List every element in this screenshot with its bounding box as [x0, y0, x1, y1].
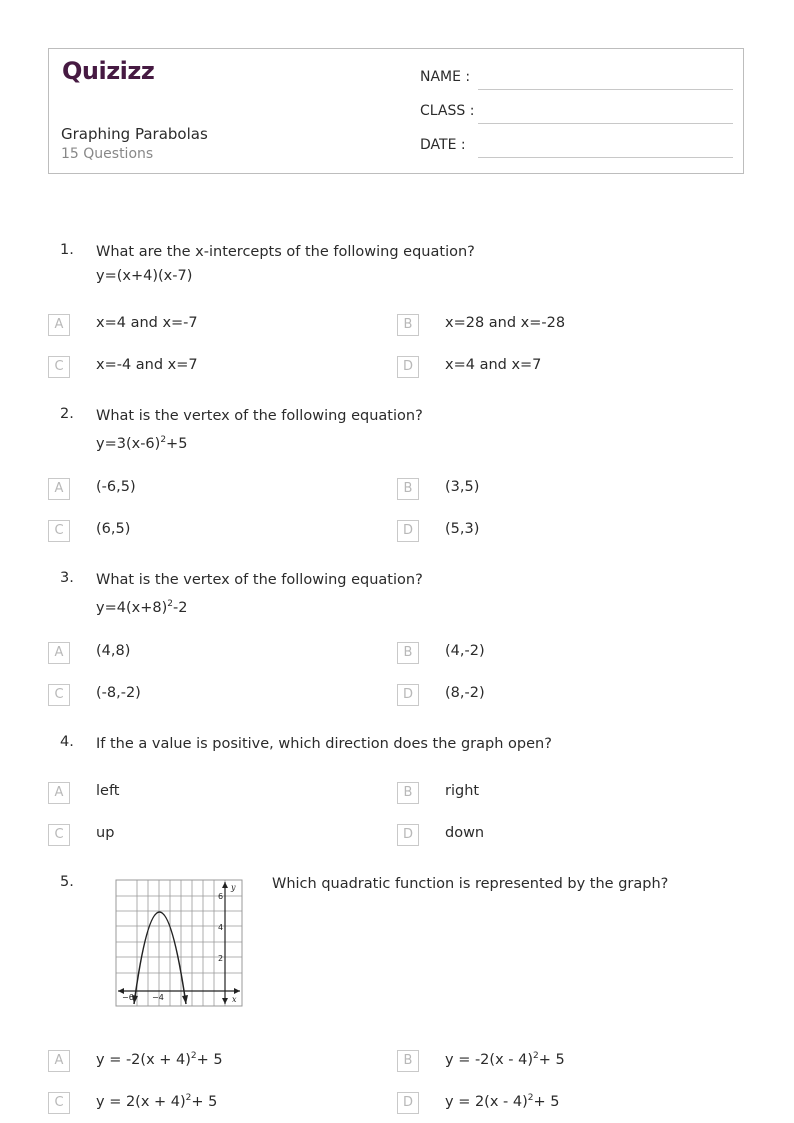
- option-c-box[interactable]: C: [48, 1092, 70, 1114]
- option-c-box[interactable]: C: [48, 824, 70, 846]
- option-b-box[interactable]: B: [397, 782, 419, 804]
- question-number: 2.: [60, 406, 74, 422]
- option-c-box[interactable]: C: [48, 684, 70, 706]
- date-line[interactable]: [478, 157, 733, 158]
- option-d-box[interactable]: D: [397, 1092, 419, 1114]
- question-number: 5.: [60, 874, 74, 890]
- option-d-text[interactable]: (8,-2): [445, 685, 485, 701]
- question-text: What are the x-intercepts of the following equation?: [96, 244, 475, 260]
- quizizz-logo: Quizizz: [62, 57, 155, 85]
- option-a-box[interactable]: A: [48, 314, 70, 336]
- question-text: Which quadratic function is represented by the graph?: [272, 876, 669, 892]
- option-a-box[interactable]: A: [48, 478, 70, 500]
- class-label: CLASS :: [420, 103, 475, 119]
- option-c-text[interactable]: x=-4 and x=7: [96, 357, 198, 373]
- question-text: If the a value is positive, which direction does the graph open?: [96, 736, 552, 752]
- x-tick-neg4: −4: [152, 993, 164, 1002]
- y-tick-2: 2: [218, 954, 224, 963]
- y-tick-6: 6: [218, 892, 224, 901]
- date-label: DATE :: [420, 137, 466, 153]
- option-b-box[interactable]: B: [397, 478, 419, 500]
- option-d-box[interactable]: D: [397, 520, 419, 542]
- name-line[interactable]: [478, 89, 733, 90]
- option-a-text[interactable]: (-6,5): [96, 479, 136, 495]
- option-a-box[interactable]: A: [48, 1050, 70, 1072]
- option-a-box[interactable]: A: [48, 782, 70, 804]
- option-d-box[interactable]: D: [397, 684, 419, 706]
- option-b-text[interactable]: (4,-2): [445, 643, 485, 659]
- question-number: 4.: [60, 734, 74, 750]
- option-c-text[interactable]: $y = 2(x + 4)^2+ 5$: [96, 1093, 218, 1110]
- option-c-box[interactable]: C: [48, 356, 70, 378]
- option-d-box[interactable]: D: [397, 356, 419, 378]
- option-d-text[interactable]: (5,3): [445, 521, 480, 537]
- option-a-text[interactable]: x=4 and x=-7: [96, 315, 198, 331]
- option-b-text[interactable]: x=28 and x=-28: [445, 315, 566, 331]
- option-c-text[interactable]: (6,5): [96, 521, 131, 537]
- question-number: 1.: [60, 242, 74, 258]
- y-axis-label: y: [231, 883, 236, 892]
- option-a-text[interactable]: $y = -2(x + 4)^2+ 5$: [96, 1051, 223, 1068]
- option-b-box[interactable]: B: [397, 1050, 419, 1072]
- option-b-text[interactable]: (3,5): [445, 479, 480, 495]
- option-a-text[interactable]: (4,8): [96, 643, 131, 659]
- worksheet-title: Graphing Parabolas: [61, 125, 208, 143]
- question-equation: y=(x+4)(x-7): [96, 268, 193, 284]
- class-line[interactable]: [478, 123, 733, 124]
- parabola-graph: [114, 878, 244, 1008]
- option-d-text[interactable]: x=4 and x=7: [445, 357, 542, 373]
- option-c-box[interactable]: C: [48, 520, 70, 542]
- option-a-text[interactable]: left: [96, 783, 120, 799]
- option-c-text[interactable]: up: [96, 825, 115, 841]
- option-d-text[interactable]: down: [445, 825, 485, 841]
- option-a-box[interactable]: A: [48, 642, 70, 664]
- option-b-box[interactable]: B: [397, 642, 419, 664]
- option-b-box[interactable]: B: [397, 314, 419, 336]
- question-text: What is the vertex of the following equation?: [96, 408, 423, 424]
- question-number: 3.: [60, 570, 74, 586]
- question-count: 15 Questions: [61, 146, 154, 162]
- name-label: NAME :: [420, 69, 471, 85]
- y-tick-4: 4: [218, 923, 224, 932]
- x-axis-label: x: [232, 995, 237, 1004]
- option-d-box[interactable]: D: [397, 824, 419, 846]
- worksheet-header: [48, 48, 744, 174]
- option-b-text[interactable]: right: [445, 783, 480, 799]
- option-c-text[interactable]: (-8,-2): [96, 685, 141, 701]
- question-equation: $y=4(x+8)^2-2$: [96, 599, 188, 616]
- x-tick-neg6: −6: [122, 993, 134, 1002]
- graph-frame: [116, 880, 242, 1006]
- question-text: What is the vertex of the following equation?: [96, 572, 423, 588]
- question-equation: $y=3(x-6)^2+5$: [96, 435, 188, 452]
- option-b-text[interactable]: y = -2(x - 4)$^2$+ 5: [445, 1051, 565, 1068]
- option-d-text[interactable]: y = 2(x - 4)$^2$+ 5: [445, 1093, 560, 1110]
